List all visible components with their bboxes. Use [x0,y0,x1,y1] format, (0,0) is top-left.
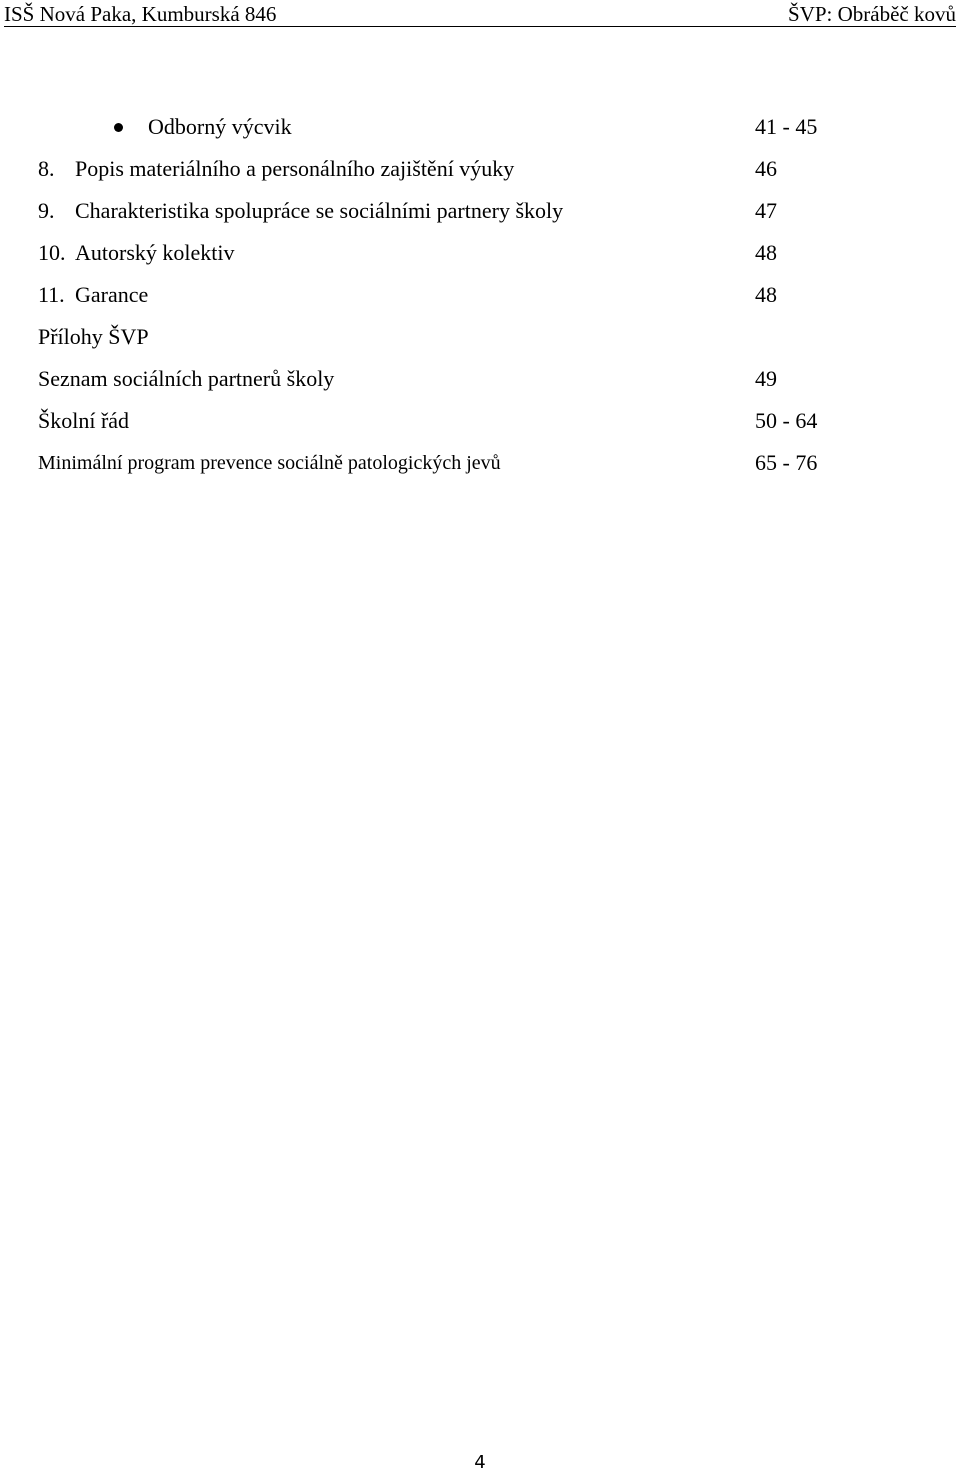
toc-entry-number: 11. [38,282,65,307]
toc-entry-page: 50 - 64 [755,408,818,433]
toc-entry-11 [38,280,838,310]
page-header [4,0,956,27]
toc-entry-page: 65 - 76 [755,450,818,475]
toc-entry-number: 8. [38,156,55,181]
toc-entry-10 [38,238,838,268]
toc-entry-title: Školní řád [38,408,130,433]
toc-entry-page: 48 [755,240,777,265]
toc-entry-page: 48 [755,282,777,307]
toc-entry-page: 47 [755,198,777,223]
bullet-icon [114,123,123,132]
toc-section-prilohy [38,322,838,352]
toc-entry-page: 46 [755,156,777,181]
header-school: ISŠ Nová Paka, Kumburská 846 [4,2,277,26]
toc-entry-prevence [38,448,838,478]
toc-entry-page: 49 [755,366,777,391]
toc-entry-title: Minimální program prevence sociálně patologických jevů [38,452,501,474]
toc-entry-page: 41 - 45 [755,114,818,139]
page-number: 4 [474,1452,486,1473]
toc-entry-skolni-rad [38,406,838,436]
header-program: ŠVP: Obráběč kovů [788,2,956,26]
toc-entry-title: Charakteristika spolupráce se sociálními partnery školy [75,198,564,223]
toc-entry-seznam-partneru [38,364,838,394]
toc-entry-number: 9. [38,198,55,223]
toc-entry-9 [38,196,838,226]
toc-entry-title: Seznam sociálních partnerů školy [38,366,335,391]
toc-entry-title: Odborný výcvik [148,114,292,139]
toc-section-title: Přílohy ŠVP [38,324,149,349]
toc-entry-title: Popis materiálního a personálního zajištění výuky [75,156,515,181]
toc-entry-title: Garance [75,282,149,307]
toc-entry-title: Autorský kolektiv [75,240,235,265]
toc-entry-odborny-vycvik [38,112,838,142]
toc-entry-number: 10. [38,240,66,265]
toc-entry-8 [38,154,838,184]
